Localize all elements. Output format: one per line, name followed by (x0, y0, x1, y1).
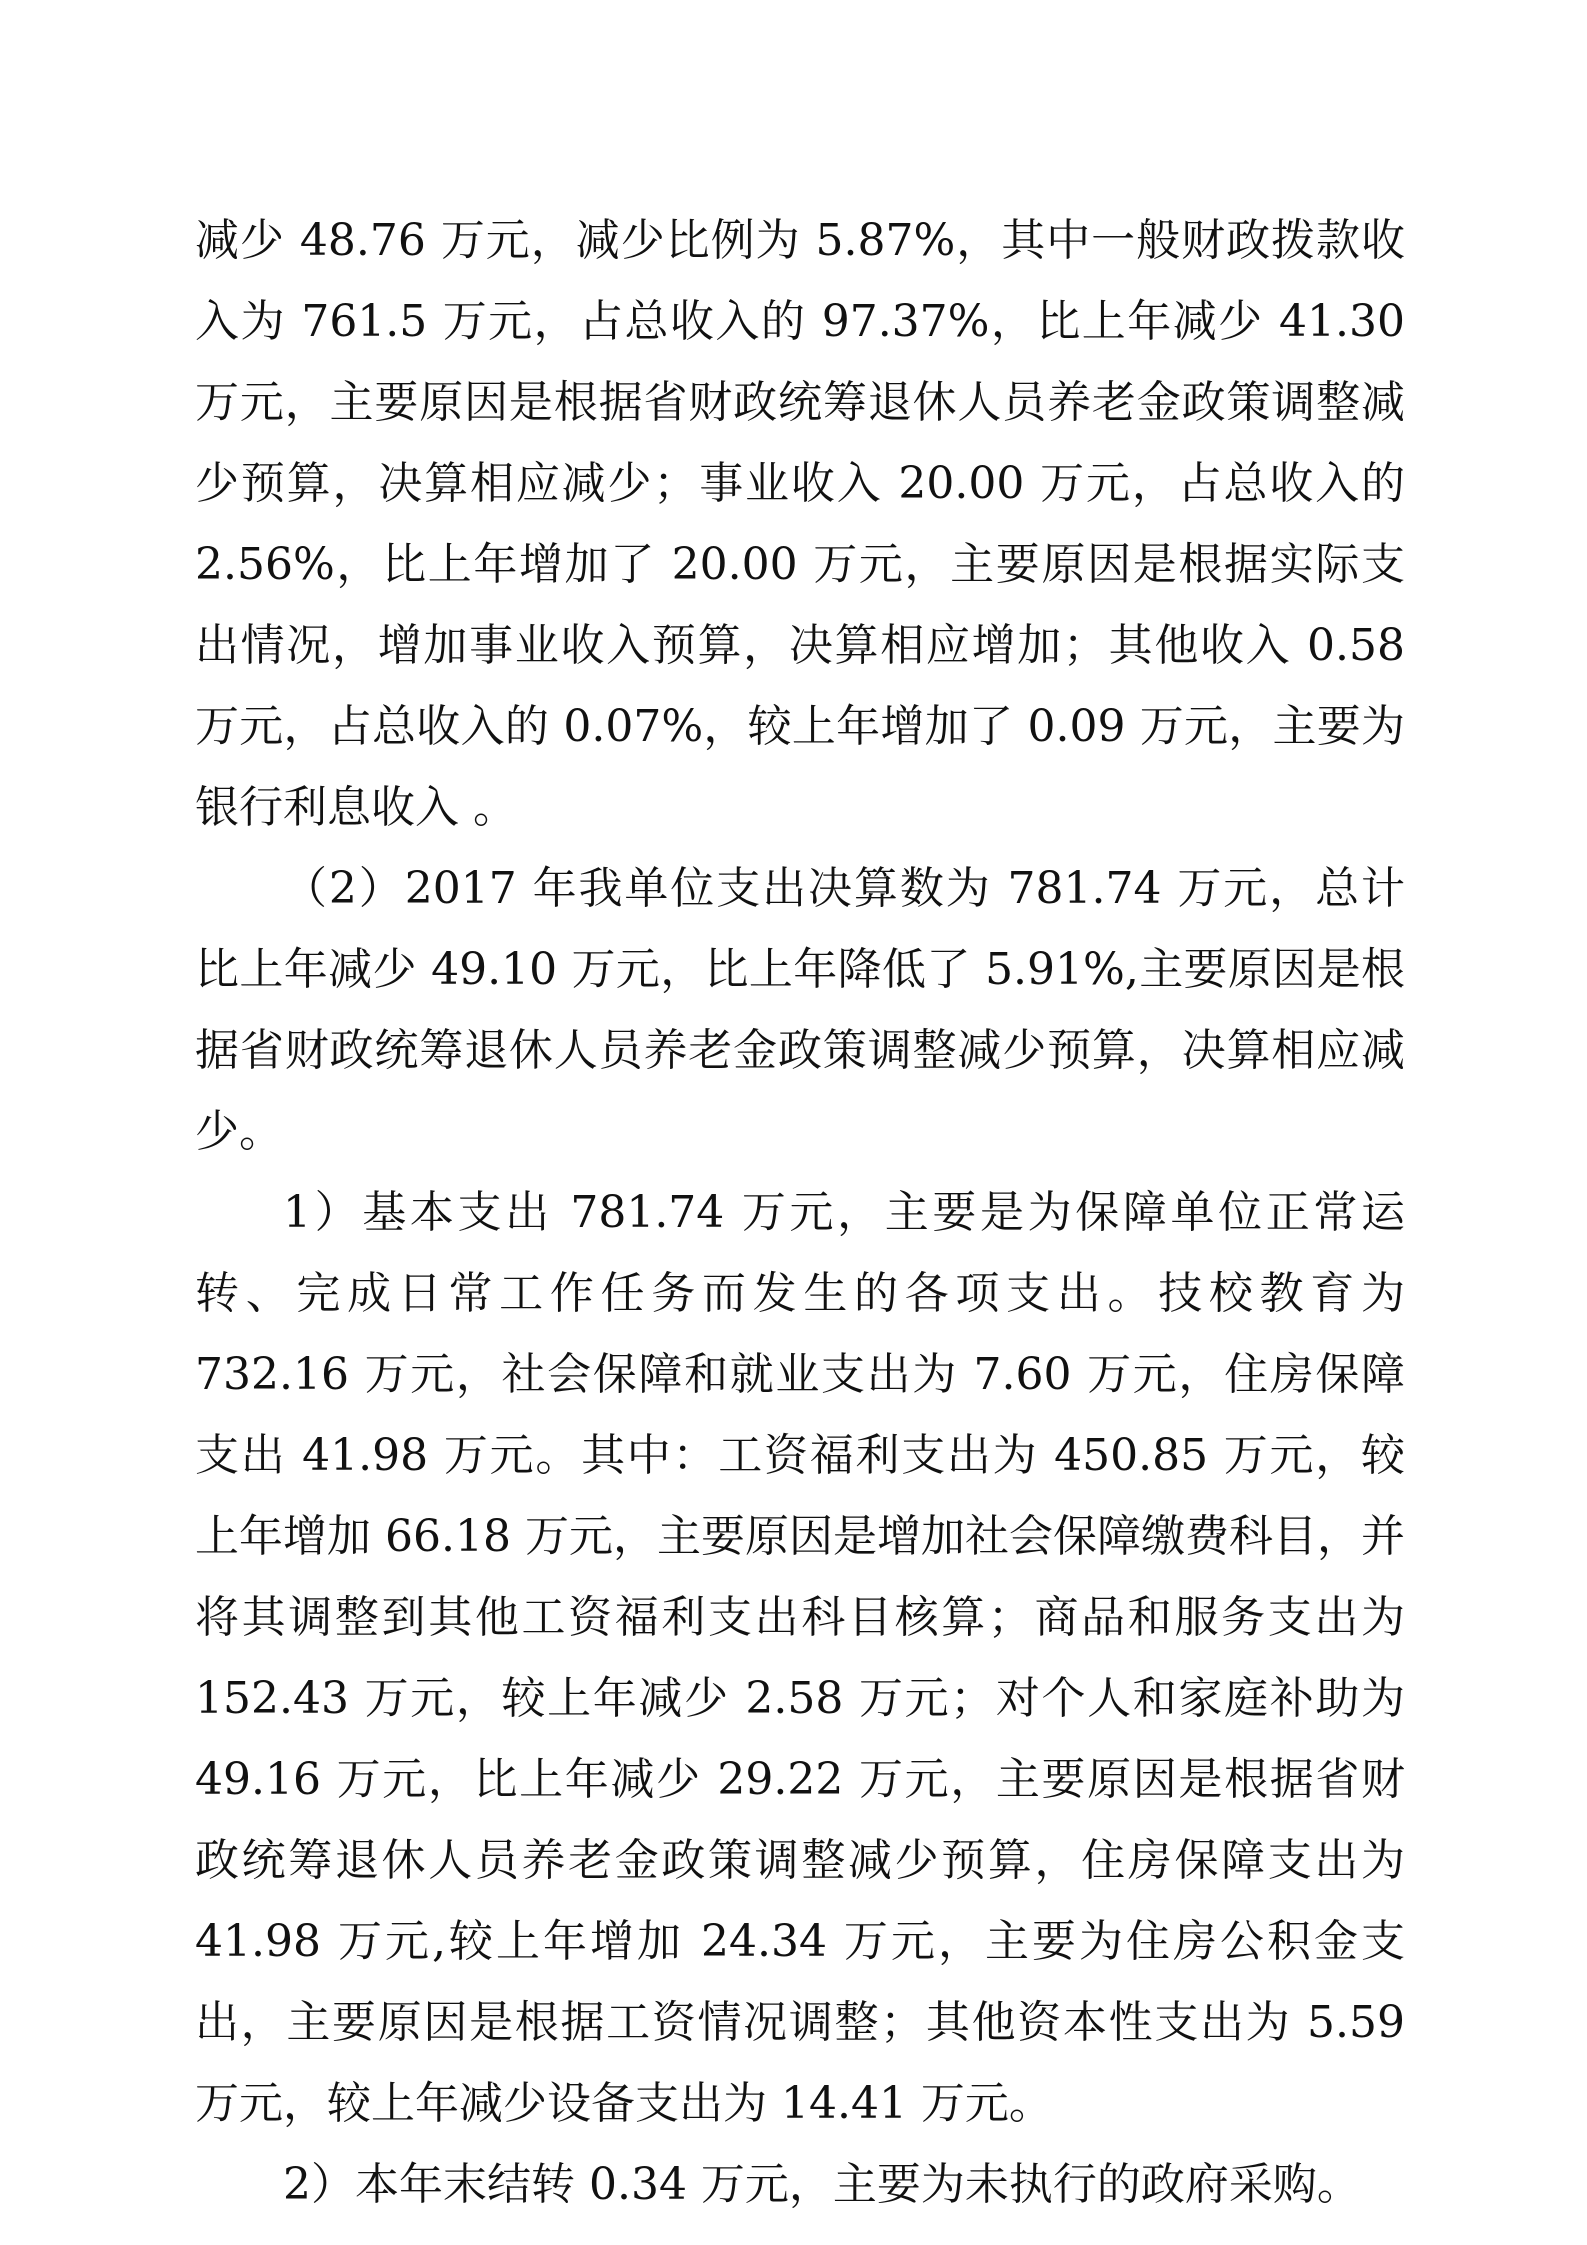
paragraph-expenditure-total: （2）2017 年我单位支出决算数为 781.74 万元，总计比上年减少 49.10 万元，比上年降低了 5.91%,主要原因是根据省财政统筹退休人员养老金政策调整减少预算，决算相应减少。 (195, 863, 1405, 1157)
body-text (195, 200, 1405, 2225)
paragraph-basic-expenditure: 1）基本支出 781.74 万元，主要是为保障单位正常运转、完成日常工作任务而发生的各项支出。技校教育为 732.16 万元，社会保障和就业支出为 7.60 万元，住房保障支出 41.98 万元。其中：工资福利支出为 450.85 万元，较上年增加 66.18 万元，主要原因是增加社会保障缴费科目，并将其调整到其他工资福利支出科目核算；商品和服务支出为 152.43 万元，较上年减少 2.58 万元；对个人和家庭补助为 49.16 万元，比上年减少 29.22 万元，主要原因是根据省财政统筹退休人员养老金政策调整减少预算，住房保障支出为 41.98 万元,较上年增加 24.34 万元，主要为住房公积金支出，主要原因是根据工资情况调整；其他资本性支出为 5.59 万元，较上年减少设备支出为 14.41 万元。 (195, 1187, 1405, 2129)
paragraph-carryover: 2）本年末结转 0.34 万元，主要为未执行的政府采购。 (283, 2159, 1361, 2210)
paragraph-income-summary: 减少 48.76 万元，减少比例为 5.87%，其中一般财政拨款收入为 761.5 万元，占总收入的 97.37%，比上年减少 41.30 万元，主要原因是根据省财政统筹退休人员养老金政策调整减少预算，决算相应减少；事业收入 20.00 万元，占总收入的 2.56%，比上年增加了 20.00 万元，主要原因是根据实际支出情况，增加事业收入预算，决算相应增加；其他收入 0.58 万元，占总收入的 0.07%，较上年增加了 0.09 万元，主要为银行利息收入 。 (195, 215, 1405, 833)
